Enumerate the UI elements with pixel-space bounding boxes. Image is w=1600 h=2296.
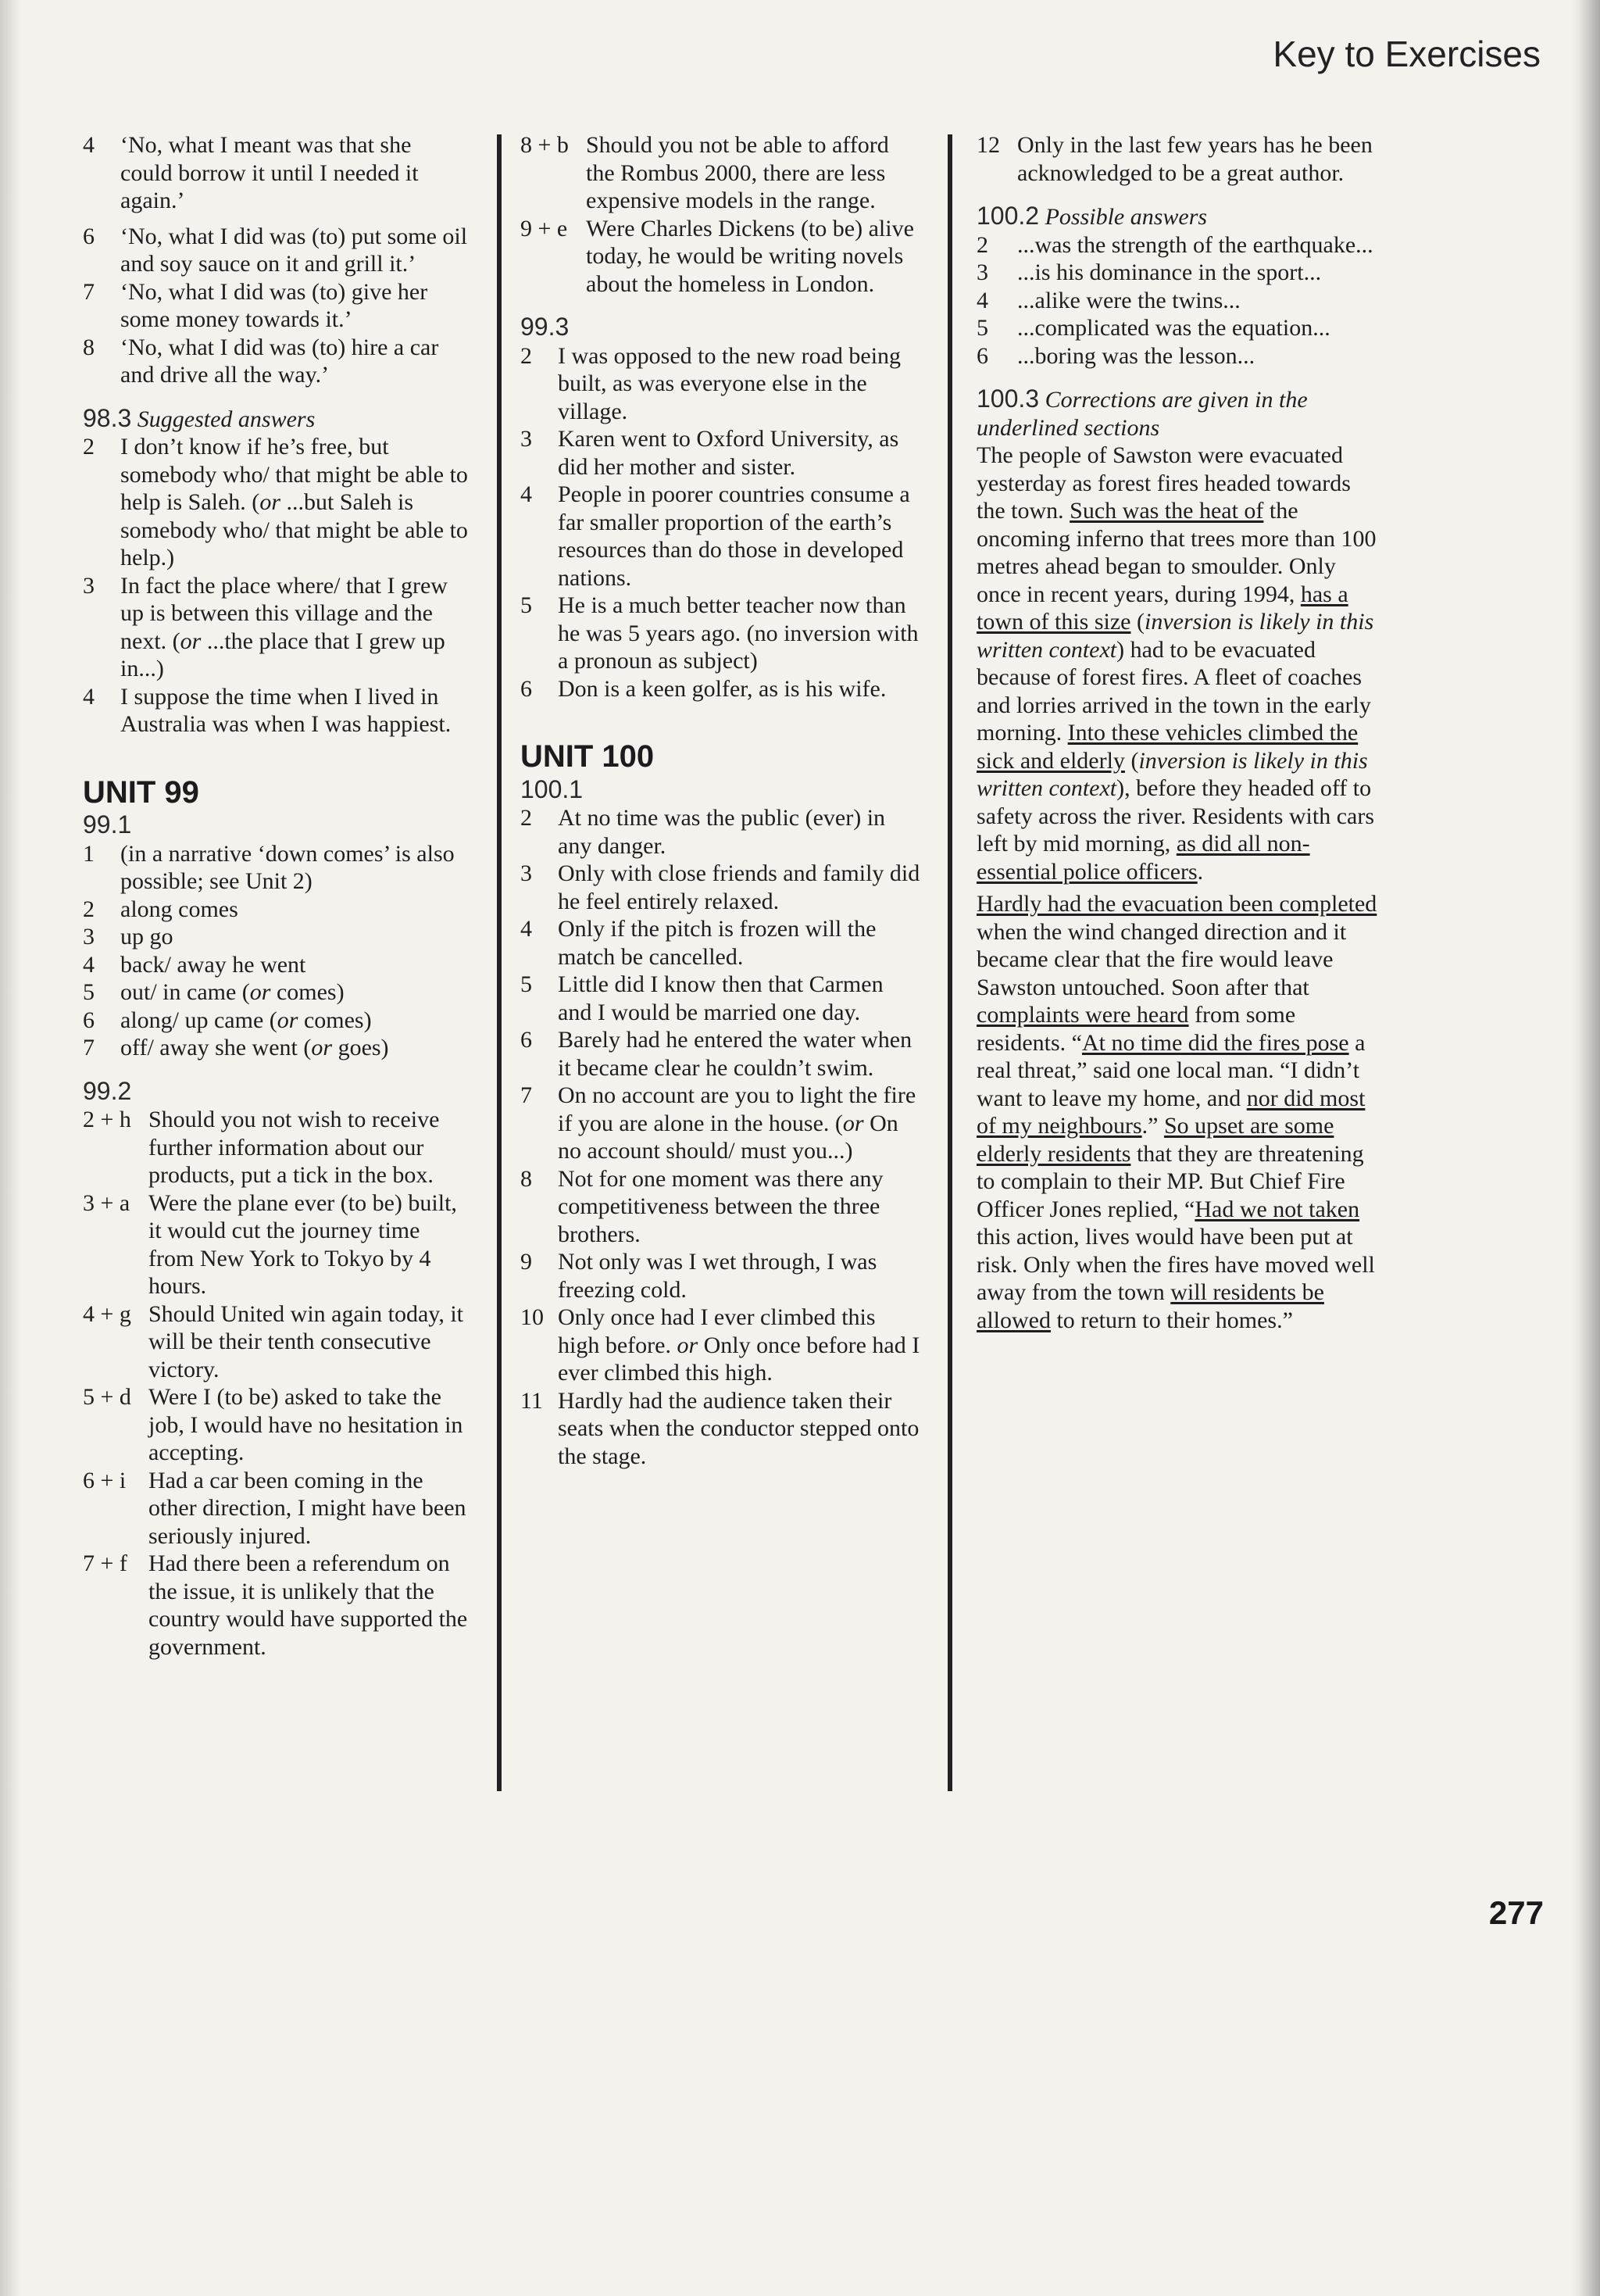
list-item: 4 I suppose the time when I lived in Australia was when I was happiest. bbox=[83, 683, 452, 737]
list-item: 7 off/ away she went (or goes) bbox=[83, 1035, 389, 1060]
passage-paragraph-1: The people of Sawston were evacuated yesterday as forest fires headed towards the town. Such was the heat of the oncoming inferno that trees more than 100 metres ahead began to smoulder. Only once in recent years, during 1994, has a town of this size (inversion is likely in this written context) had to be evacuated because of forest fires. A fleet of coaches and lorries arrived in the town in the early morning. Into these vehicles climbed the sick and elderly (inversion is likely in this written context), before they headed off to safety across the river. Residents with cars left by mid morning, as did all non-essential police officers. bbox=[977, 442, 1377, 885]
column-1 bbox=[83, 131, 469, 1661]
list-item: 3 up go bbox=[83, 924, 173, 950]
list-item: 6 + i Had a car been coming in the other direction, I might have been seriously injured. bbox=[83, 1467, 466, 1549]
list-item: 7 + f Had there been a referendum on the issue, it is unlikely that the country would have supported the government. bbox=[83, 1550, 468, 1660]
section-heading-99-3: 99.3 bbox=[520, 313, 570, 341]
list-item: 3 Only with close friends and family did he feel entirely relaxed. bbox=[520, 860, 920, 914]
list-item: 5 out/ in came (or comes) bbox=[83, 979, 345, 1005]
list-item: 6 ‘No, what I did was (to) put some oil and soy sauce on it and grill it.’ bbox=[83, 223, 468, 277]
list-item: 5 + d Were I (to be) asked to take the job, I would have no hesitation in accepting. bbox=[83, 1384, 463, 1465]
column-rule-right bbox=[948, 134, 952, 1791]
unit-heading-100: UNIT 100 bbox=[520, 739, 655, 774]
list-item: 6 Barely had he entered the water when it became clear he couldn’t swim. bbox=[520, 1027, 912, 1081]
list-item: 2 along comes bbox=[83, 896, 238, 922]
running-header: Key to Exercises bbox=[1273, 34, 1541, 74]
section-heading-99-1: 99.1 bbox=[83, 810, 132, 839]
list-item: 9 + e Were Charles Dickens (to be) alive today, he would be writing novels about the homeless in London. bbox=[520, 215, 914, 297]
list-item: 4 + g Should United win again today, it will be their tenth consecutive victory. bbox=[83, 1300, 464, 1382]
list-item: 6 ...boring was the lesson... bbox=[977, 342, 1255, 369]
column-3 bbox=[977, 131, 1383, 1334]
passage-paragraph-2: Hardly had the evacuation been completed when the wind changed direction and it became clear that the fire would leave Sawston untouched. Soon after that complaints were heard from some residents. “At no time did the fires pose a real threat,” said one local man. “I didn’t want to leave my home, and nor did most of my neighbours.” So upset are some elderly residents that they are threatening to complain to their MP. But Chief Fire Officer Jones replied, “Had we not taken this action, lives would have been put at risk. Only when the fires have moved well away from the town will residents be allowed to return to their homes.” bbox=[977, 891, 1377, 1333]
list-item: 12 Only in the last few years has he been acknowledged to be a great author. bbox=[977, 132, 1373, 186]
list-item: 6 along/ up came (or comes) bbox=[83, 1007, 372, 1033]
page-shadow-right bbox=[1570, 0, 1600, 2296]
list-item: 2 At no time was the public (ever) in any danger. bbox=[520, 805, 886, 859]
section-heading-100-1: 100.1 bbox=[520, 774, 584, 803]
column-2 bbox=[520, 131, 920, 1470]
list-item: 5 He is a much better teacher now than he was 5 years ago. (no inversion with a pronoun as subject) bbox=[520, 592, 919, 674]
section-heading-100-2: 100.2 Possible answers bbox=[977, 202, 1208, 230]
list-item: 2 I was opposed to the new road being built, as was everyone else in the village. bbox=[520, 342, 902, 424]
section-heading-99-2: 99.2 bbox=[83, 1076, 132, 1105]
section-heading-98-3: 98.3 Suggested answers bbox=[83, 403, 316, 432]
list-item: 3 Karen went to Oxford University, as did her mother and sister. bbox=[520, 426, 899, 480]
list-item: 8 ‘No, what I did was (to) hire a car and drive all the way.’ bbox=[83, 334, 439, 388]
list-item: 3 ...is his dominance in the sport... bbox=[977, 259, 1322, 285]
list-item: 7 On no account are you to light the fire if you are alone in the house. (or On no account should/ must you...) bbox=[520, 1082, 916, 1164]
list-item: 4 back/ away he went bbox=[83, 951, 306, 978]
list-item: 9 Not only was I wet through, I was freezing cold. bbox=[520, 1249, 877, 1303]
section-heading-100-3: 100.3 Corrections are given in the underlined sections bbox=[977, 384, 1308, 441]
list-item: 11 Hardly had the audience taken their seats when the conductor stepped onto the stage. bbox=[520, 1387, 920, 1469]
list-item: 7 ‘No, what I did was (to) give her some money towards it.’ bbox=[83, 278, 428, 332]
column-rule-left bbox=[497, 134, 502, 1791]
list-item: 4 People in poorer countries consume a far smaller proportion of the earth’s resources than do those in developed nations. bbox=[520, 481, 910, 591]
list-item: 6 Don is a keen golfer, as is his wife. bbox=[520, 675, 887, 702]
list-item: 8 + b Should you not be able to afford the Rombus 2000, there are less expensive models in the range. bbox=[520, 132, 889, 213]
unit-heading-99: UNIT 99 bbox=[83, 774, 199, 810]
list-item: 5 Little did I know then that Carmen and I would be married one day. bbox=[520, 971, 884, 1025]
list-item: 4 Only if the pitch is frozen will the match be cancelled. bbox=[520, 916, 877, 970]
list-item: 2 I don’t know if he’s free, but somebody who/ that might be able to help is Saleh. (or ...but Saleh is somebody who/ that might be able to help.) bbox=[83, 434, 468, 570]
list-item: 2 ...was the strength of the earthquake... bbox=[977, 231, 1373, 258]
list-item: 4 ‘No, what I meant was that she could borrow it until I needed it again.’ bbox=[83, 132, 419, 213]
list-item: 4 ...alike were the twins... bbox=[977, 287, 1241, 313]
page-number: 277 bbox=[1488, 1894, 1544, 1931]
list-item: 3 + a Were the plane ever (to be) built, it would cut the journey time from New York to Tokyo by 4 hours. bbox=[83, 1189, 457, 1299]
list-item: 2 + h Should you not wish to receive further information about our products, put a tick in the box. bbox=[83, 1107, 440, 1188]
list-item: 8 Not for one moment was there any competitiveness between the three brothers. bbox=[520, 1165, 884, 1247]
list-item: 3 In fact the place where/ that I grew up is between this village and the next. (or ...the place that I grew up in...) bbox=[83, 572, 448, 681]
list-item: 1 (in a narrative ‘down comes’ is also possible; see Unit 2) bbox=[83, 840, 455, 894]
list-item: 10 Only once had I ever climbed this high before. or Only once before had I ever climbed this high. bbox=[520, 1304, 920, 1386]
page-shadow-left bbox=[0, 0, 20, 2296]
list-item: 5 ...complicated was the equation... bbox=[977, 315, 1330, 341]
